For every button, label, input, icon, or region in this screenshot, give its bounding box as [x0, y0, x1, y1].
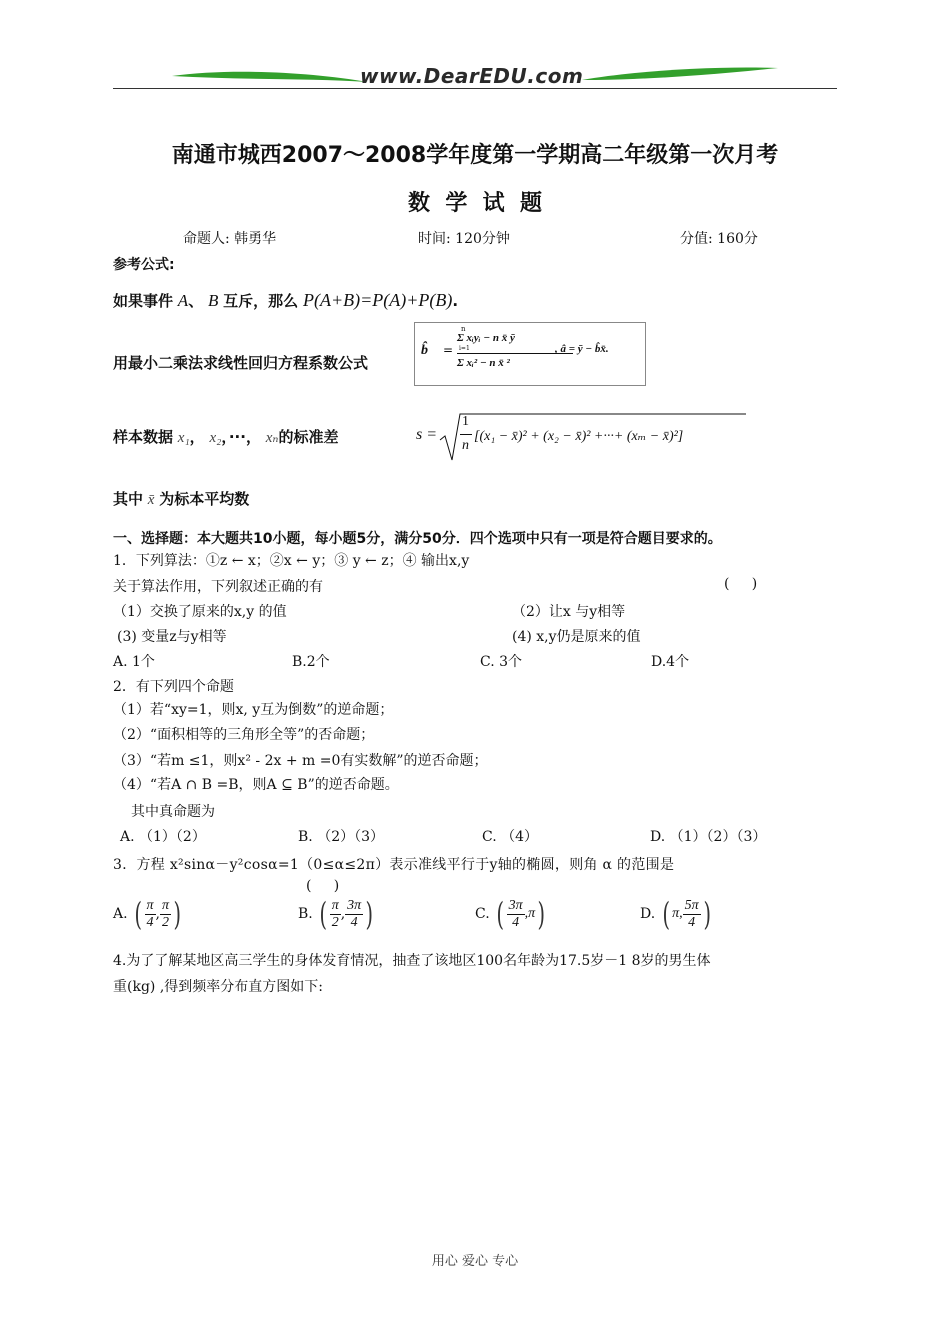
- q4-line1: 4.为了了解某地区高三学生的身体发育情况，抽查了该地区100名年龄为17.5岁－1 8岁的男生体: [113, 953, 711, 969]
- formula-heading: 参考公式:: [113, 257, 175, 273]
- sample-mean-note: [113, 488, 249, 509]
- q1-stem: 1．下列算法：①z ← x；②x ← y；③ y ← z；④ 输出x,y: [113, 553, 470, 569]
- q3-c-num1: 3π: [508, 898, 523, 914]
- leaf-swoosh-right-icon: [580, 64, 780, 88]
- meta-author: 命题人: 韩勇华: [183, 231, 277, 247]
- formula-1-mid: 互斥，那么: [223, 292, 299, 310]
- q3-b-den2: 4: [350, 914, 358, 930]
- paren-open-icon: (: [319, 895, 328, 933]
- regression-tail: , â = ȳ − b̂x̄.: [555, 343, 609, 355]
- paren-close-icon: ): [365, 895, 374, 933]
- exam-subtitle: 数 学 试 题: [408, 191, 542, 216]
- formula-1-sep: 、: [188, 292, 204, 310]
- q2-proposition-1: （1）若“xy=1，则x, y互为倒数”的逆命题；: [113, 702, 394, 718]
- q3-d-num2: 5π: [684, 898, 699, 914]
- stddev-frac-bar: [460, 434, 472, 435]
- q3-a-den2: 2: [161, 914, 169, 930]
- formula-1-prefix: 如果事件: [113, 292, 174, 310]
- stddev-label-a: 样本数据: [113, 428, 174, 446]
- paren-open-icon: (: [134, 895, 143, 933]
- regression-eq: =: [443, 343, 454, 357]
- formula-regression-label: 用最小二乘法求线性回归方程系数公式: [113, 354, 369, 372]
- stddev-comma1: ，: [189, 428, 205, 446]
- regression-sum-bot: i=1: [459, 345, 470, 352]
- paren-close-icon: ): [703, 895, 711, 933]
- stddev-frac-num: 1: [462, 414, 469, 429]
- q1-option-c: C. 3个: [480, 654, 523, 670]
- exam-title: 南通市城西2007～2008学年度第一学期高二年级第一次月考: [171, 143, 779, 168]
- q3-b-den1: 2: [331, 914, 339, 930]
- q2-option-a: A. （1）（2）: [120, 829, 206, 845]
- q2-stem: 2．有下列四个命题: [113, 679, 234, 695]
- q2-option-d: D. （1）（2）（3）: [650, 829, 767, 845]
- q3-option-a: A. ( $\frac{\pi}{4}$ , $\frac{\pi}{2}$ ): [113, 895, 181, 933]
- paren-open-icon: (: [496, 895, 505, 933]
- regression-formula-box: [414, 322, 646, 386]
- formula-1-a: A: [177, 291, 189, 310]
- stddev-x1: x₁: [177, 430, 190, 446]
- leaf-swoosh-left-icon: [170, 66, 370, 90]
- stddev-formula: [416, 410, 751, 464]
- stddev-body: [(x₁ − x̄)² + (x₂ − x̄)² +···+ (xₘ − x̄)²]: [474, 429, 684, 444]
- q3-answer-bracket: ( ): [306, 878, 340, 894]
- q3-option-b: B. ( $\frac{\pi}{2}$ , $\frac{3\pi}{4}$ ): [298, 895, 374, 933]
- meta-score: 分值: 160分: [680, 231, 758, 247]
- formula-1-b: B: [207, 291, 219, 310]
- q3-option-a-label: A.: [113, 906, 128, 922]
- q1-option-d: D.4个: [651, 654, 690, 670]
- q3-a-den1: 4: [146, 914, 154, 930]
- q3-option-d: [640, 895, 713, 933]
- q3-option-c: [475, 895, 548, 933]
- q3-option-d-label: D.: [640, 906, 656, 922]
- q1-option-b: B.2个: [292, 654, 330, 670]
- meta-time: 时间: 120分钟: [418, 231, 510, 247]
- q1-option-a: A. 1个: [113, 654, 155, 670]
- q3-b-num1: π: [331, 898, 339, 914]
- paren-close-icon: ): [173, 895, 181, 933]
- q2-proposition-3: （3）“若m ≤1，则x² - 2x + m =0有实数解”的逆否命题；: [113, 753, 488, 769]
- q2-ask: 其中真命题为: [131, 804, 215, 820]
- regression-b-hat: b̂: [421, 343, 428, 358]
- paren-close-icon: ): [537, 895, 546, 933]
- q3-c-mid: ,π: [524, 906, 536, 921]
- q2-option-b: B. （2）（3）: [298, 829, 385, 845]
- q3-option-b-label: B.: [298, 906, 313, 922]
- mean-note-b: 为标本平均数: [159, 490, 250, 508]
- q4-line2: 重(kg) ,得到频率分布直方图如下:: [113, 979, 323, 995]
- q1-statement-2: （2）让x 与y相等: [512, 604, 626, 620]
- header-rule: [113, 88, 837, 89]
- q1-statement-4: (4) x,y仍是原来的值: [512, 629, 641, 645]
- stddev-s: s =: [416, 426, 438, 443]
- stddev-comma2: ，···，: [221, 428, 261, 446]
- stddev-x2: x₂: [209, 430, 222, 446]
- q3-stem: 3．方程 x²sinα－y²cosα=1（0≤α≤2π）表示准线平行于y轴的椭圆，则角 α 的范围是: [113, 857, 675, 873]
- formula-exclusive-events: [113, 290, 458, 311]
- q3-d-den2: 4: [688, 914, 696, 930]
- q2-option-c: C. （4）: [482, 829, 539, 845]
- q2-proposition-2: （2）“面积相等的三角形全等”的否命题；: [113, 727, 375, 743]
- section-heading: 一、选择题：本大题共10小题，每小题5分，满分50分．四个选项中只有一项是符合题目要求的。: [113, 531, 722, 547]
- q3-b-num2: 3π: [347, 898, 362, 914]
- stddev-frac-den: n: [462, 438, 469, 453]
- q3-a-num2: π: [161, 898, 169, 914]
- regression-denominator: Σ xᵢ² − n x̄ ²: [457, 357, 510, 369]
- q1-answer-bracket: ( ): [724, 576, 758, 592]
- regression-sum-top: n: [461, 325, 466, 333]
- logo-text: www.DearEDU.com: [360, 64, 584, 88]
- stddev-xn: xₙ: [265, 430, 279, 446]
- q3-option-c-label: C.: [475, 906, 490, 922]
- formula-stddev-label: [113, 426, 339, 447]
- q1-statement-3: (3) 变量z与y相等: [117, 629, 227, 645]
- q1-line2: 关于算法作用，下列叙述正确的有: [113, 579, 323, 595]
- formula-1-end: .: [452, 292, 459, 310]
- q3-a-num1: π: [146, 898, 154, 914]
- paren-open-icon: (: [662, 895, 670, 933]
- q1-statement-1: （1）交换了原来的x,y 的值: [113, 604, 287, 620]
- stddev-label-b: 的标准差: [278, 428, 339, 446]
- formula-1-expr: P(A+B)=P(A)+P(B): [302, 290, 453, 310]
- regression-numerator: Σ xᵢyᵢ − n x̄ ȳ: [457, 332, 515, 344]
- mean-note-a: 其中: [113, 490, 144, 508]
- q3-c-den1: 4: [512, 914, 520, 930]
- mean-note-x: x̄: [147, 492, 155, 508]
- q2-proposition-4: （4）“若A ∩ B =B，则A ⊆ B”的逆否命题。: [113, 777, 399, 793]
- page-footer: 用心 爱心 专心: [431, 1254, 519, 1269]
- q3-d-pre: π,: [672, 906, 683, 921]
